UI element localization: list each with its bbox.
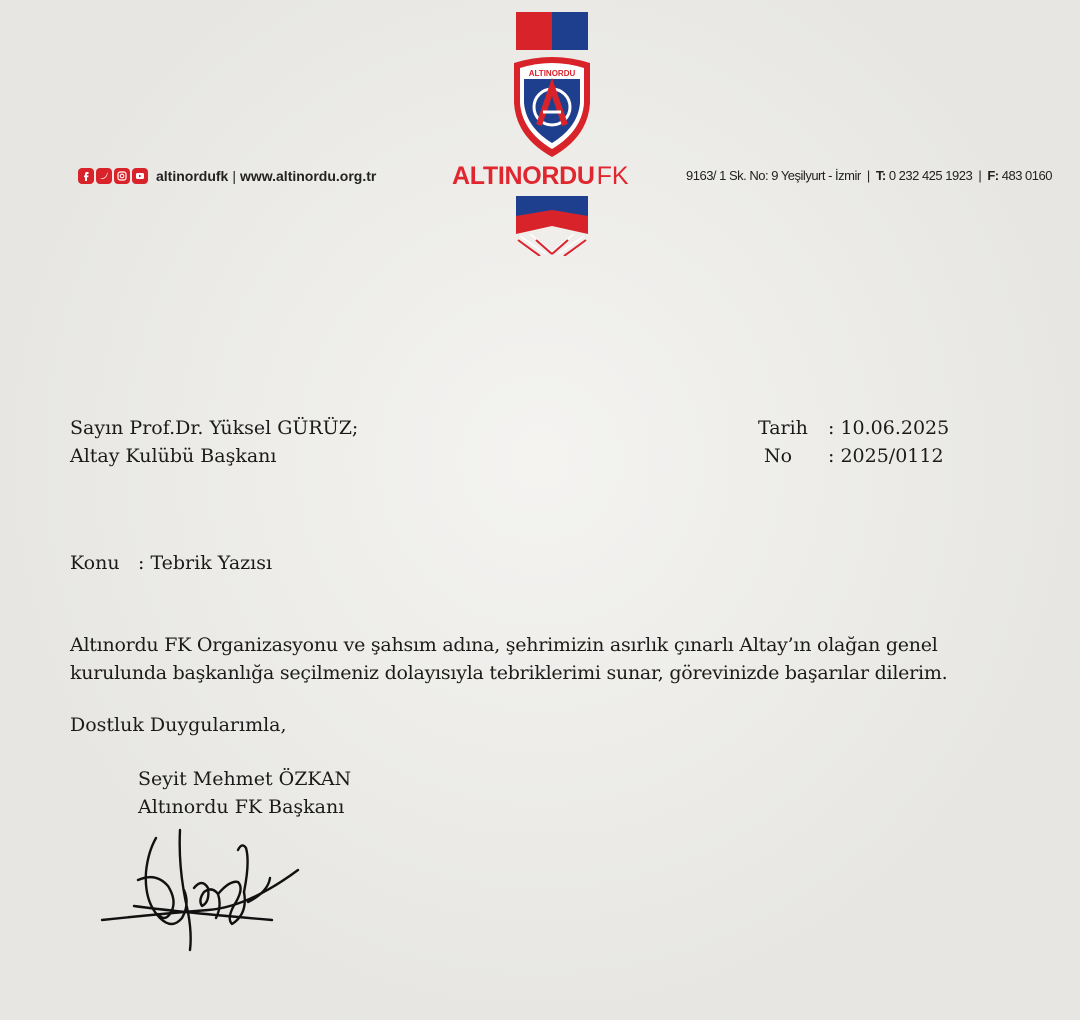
logo-top-band xyxy=(516,12,588,50)
fax-label: F: xyxy=(987,168,999,183)
number-label: No xyxy=(764,445,793,467)
brand-wordmark xyxy=(452,160,662,192)
subject-label: Konu xyxy=(70,552,120,574)
address-text: 9163/ 1 Sk. No: 9 Yeşilyurt - İzmir xyxy=(686,168,861,183)
date-value: : 10.06.2025 xyxy=(828,417,950,439)
social-handle[interactable]: altinordufk xyxy=(156,168,229,184)
social-row xyxy=(78,168,376,184)
facebook-icon[interactable] xyxy=(78,168,94,184)
brand-suffix: FK xyxy=(596,162,629,190)
address-separator: | xyxy=(866,168,870,183)
logo-bottom-stripes xyxy=(516,196,588,256)
body-line-2: kurulunda başkanlığa seçilmeniz dolayısıyla tebriklerimi sunar, görevinizde başarılar dilerim. xyxy=(70,662,948,684)
fax-number: 483 0160 xyxy=(1001,168,1052,183)
social-icons xyxy=(78,168,148,184)
signer-title: Altınordu FK Başkanı xyxy=(138,796,345,818)
youtube-icon[interactable] xyxy=(132,168,148,184)
signer-name: Seyit Mehmet ÖZKAN xyxy=(138,768,352,790)
svg-text:ALTINORDU: ALTINORDU xyxy=(528,69,576,78)
twitter-icon[interactable] xyxy=(96,168,112,184)
recipient-name: Sayın Prof.Dr. Yüksel GÜRÜZ; xyxy=(70,417,359,439)
body-line-1: Altınordu FK Organizasyonu ve şahsım adına, şehrimizin asırlık çınarlı Altay’ın olağan genel xyxy=(70,634,938,656)
date-label: Tarih xyxy=(758,417,808,439)
handwritten-signature xyxy=(98,822,308,957)
instagram-icon[interactable] xyxy=(114,168,130,184)
number-value: : 2025/0112 xyxy=(828,445,944,467)
address-row xyxy=(686,168,1052,183)
closing-text: Dostluk Duygularımla, xyxy=(70,714,287,736)
club-crest-logo xyxy=(508,55,596,159)
phone-number: 0 232 425 1923 xyxy=(888,168,973,183)
website-link[interactable]: www.altinordu.org.tr xyxy=(239,168,377,184)
phone-label: T: xyxy=(875,168,886,183)
header-separator: | xyxy=(232,168,236,184)
subject-value: : Tebrik Yazısı xyxy=(138,552,273,574)
phone-separator: | xyxy=(978,168,982,183)
recipient-title: Altay Kulübü Başkanı xyxy=(70,445,277,467)
brand-name: ALTINORDU xyxy=(452,162,595,190)
